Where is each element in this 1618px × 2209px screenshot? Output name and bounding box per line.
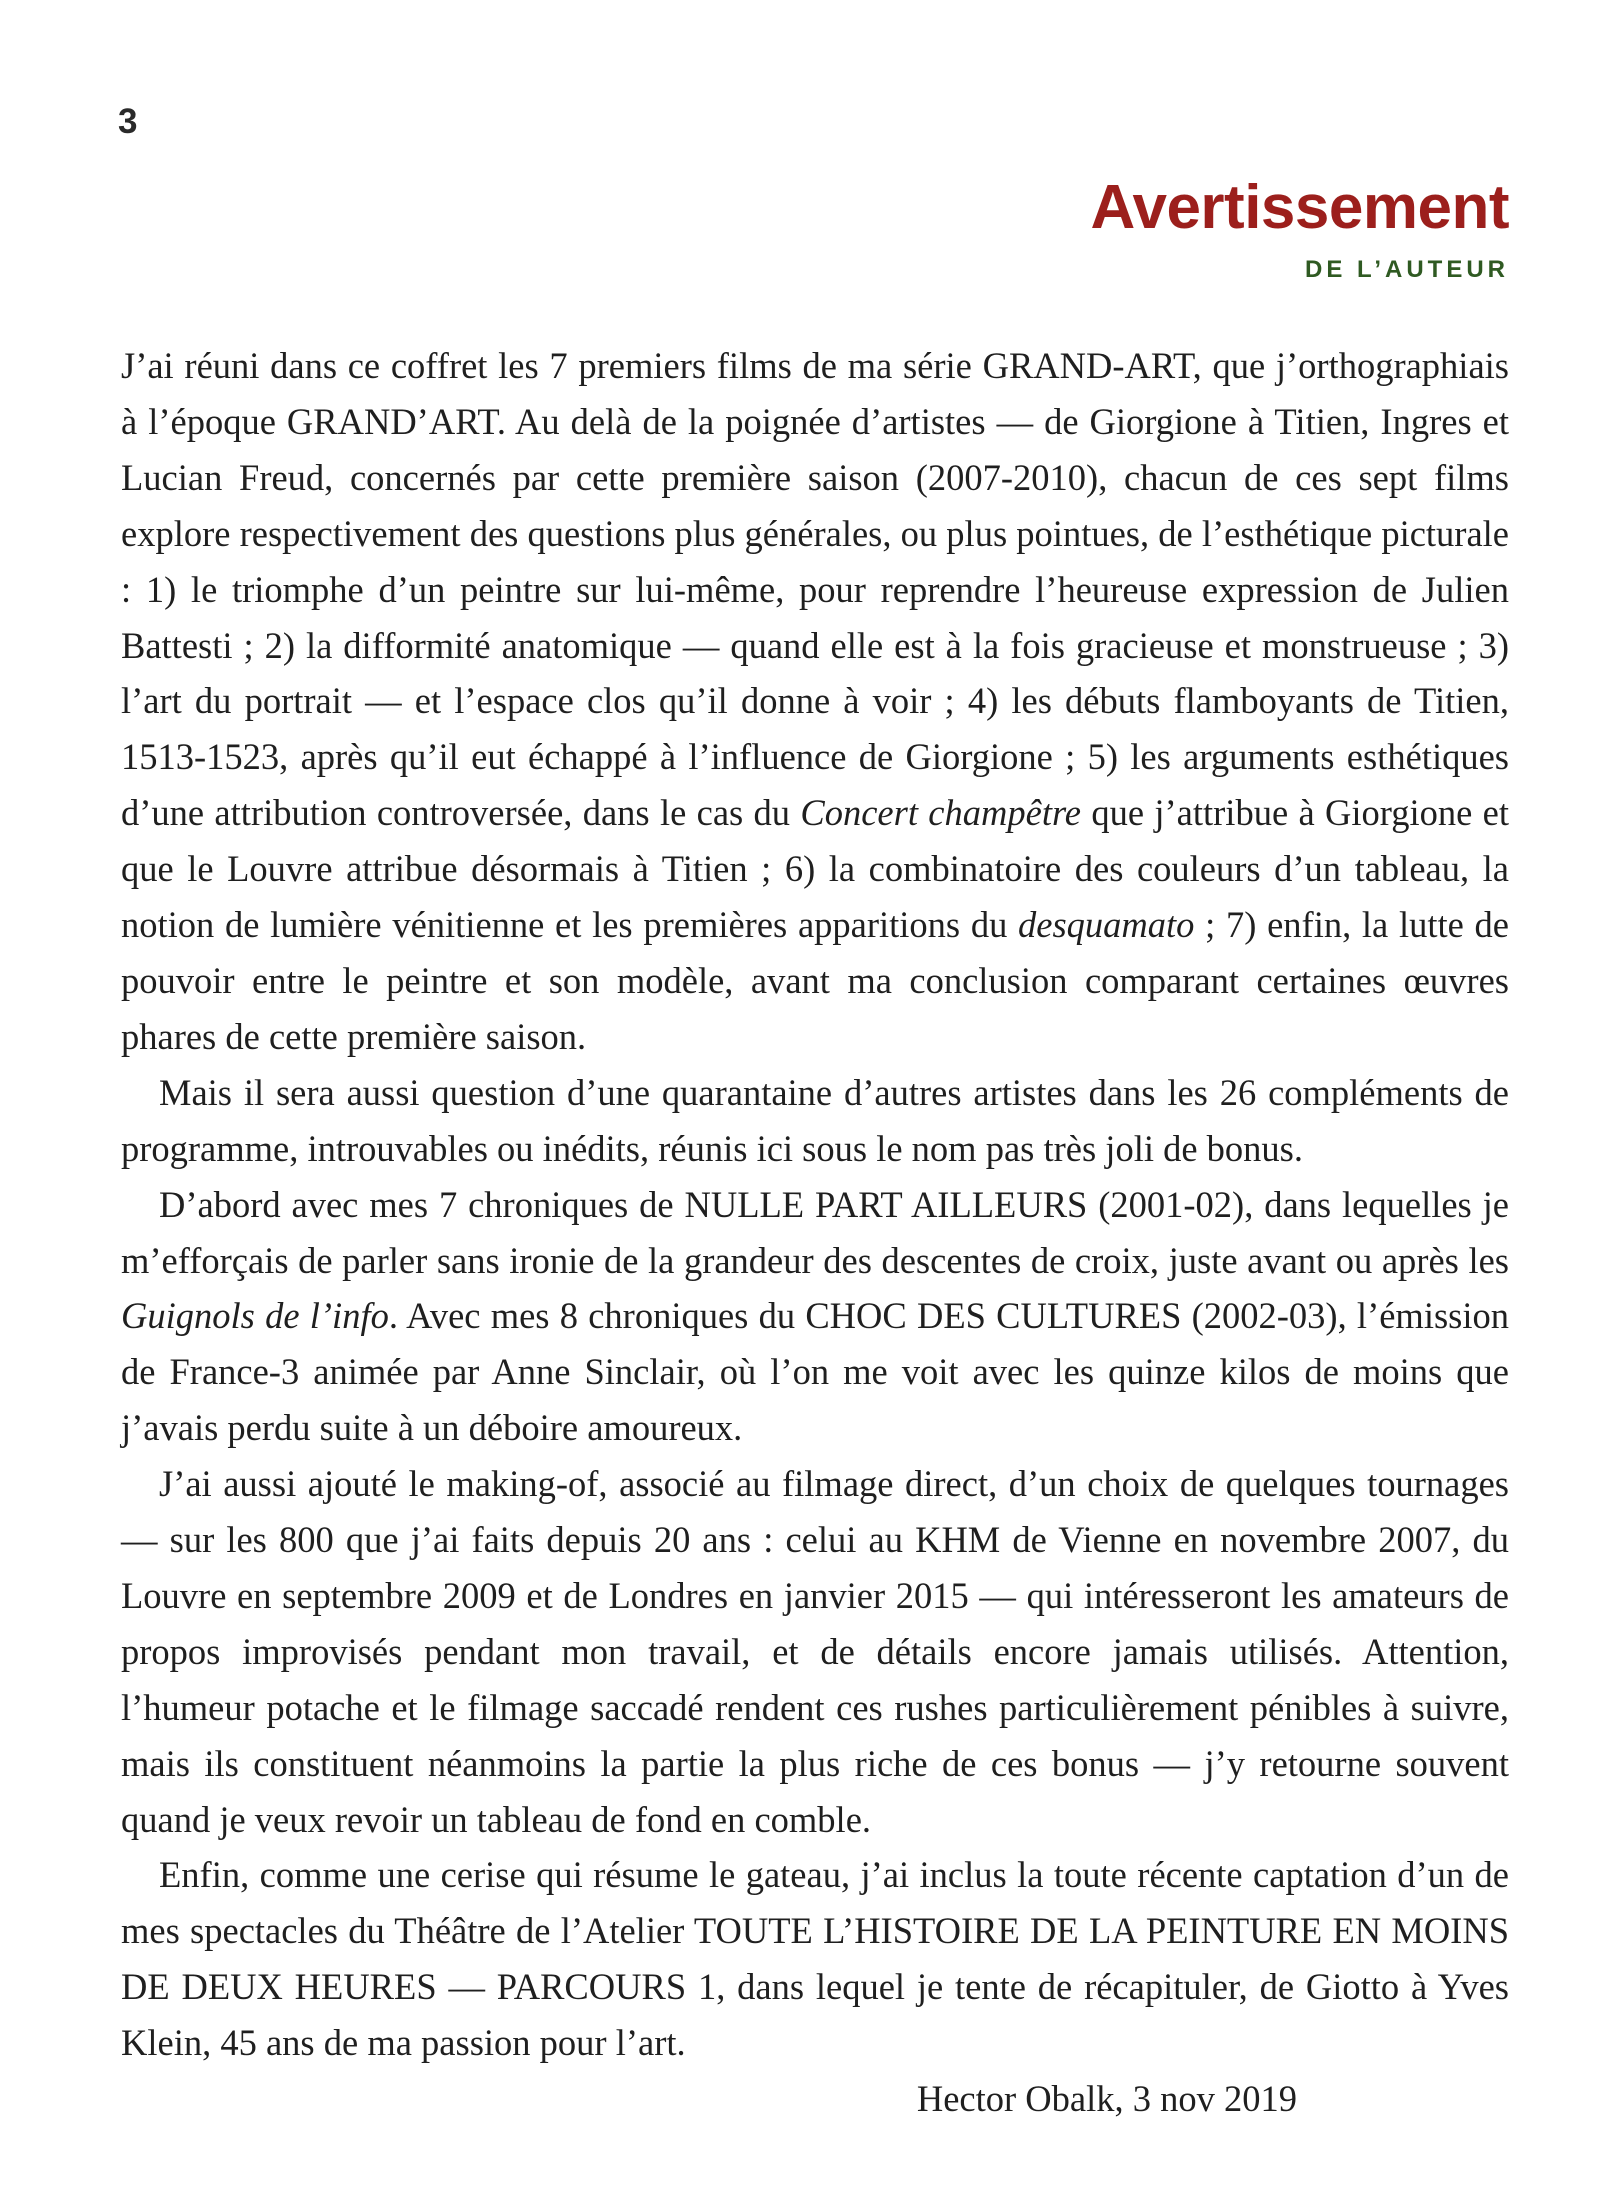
paragraph-1 xyxy=(121,338,1509,1065)
paragraph-2 xyxy=(121,1065,1509,1177)
text-span: J’ai réuni dans ce coffret les 7 premiers films de ma série GRAND-ART, que j’orthographiais à l’époque GRAND’ART. Au delà de la poignée d’artistes — de Giorgione à Titien, Ingres et Lucian Freud, concernés par cette première saison (2007-2010), chacun de ces sept films explore respectivement des questions plus générales, ou plus pointues, de l’esthétique picturale : 1) le triomphe d’un peintre sur lui-même, pour reprendre l’heureuse expression de Julien Battesti ; 2) la difformité anatomique — quand elle est à la fois gracieuse et monstrueuse ; 3) l’art du portrait — et l’espace clos qu’il donne à voir ; 4) les débuts flamboyants de Titien, 1513-1523, après qu’il eut échappé à l’influence de Giorgione ; 5) les arguments esthétiques d’une attribution controversée, dans le cas du xyxy=(121,345,1509,834)
page-subtitle: DE L’AUTEUR xyxy=(1304,256,1509,283)
title-block xyxy=(1090,172,1509,284)
text-span: que j’attribue à Giorgione et que le Louvre attribue désormais à Titien ; 6) la combinatoire des couleurs d’un tableau, la notion de lumière vénitienne et les premières apparitions du xyxy=(121,792,1509,946)
text-span: . Avec mes 8 chroniques du CHOC DES CULTURES (2002-03), l’émission de France-3 animée par Anne Sinclair, où l’on me voit avec les quinze kilos de moins que j’avais perdu suite à un déboire amoureux. xyxy=(121,1295,1510,1449)
text-span: Enfin, comme une cerise qui résume le gateau, j’ai inclus la toute récente captation d’un de mes spectacles du Théâtre de l’Atelier TOUTE L’HISTOIRE DE LA PEINTURE EN MOINS DE DEUX HEURES — PARCOURS 1, dans lequel je tente de récapituler, de Giotto à Yves Klein, 45 ans de ma passion pour l’art. xyxy=(121,1854,1509,2064)
paragraph-5 xyxy=(121,1847,1509,2071)
signature: Hector Obalk, 3 nov 2019 xyxy=(916,2078,1297,2120)
page-title: Avertissement xyxy=(1090,173,1509,242)
paragraph-4 xyxy=(121,1456,1509,1847)
text-span: D’abord avec mes 7 chroniques de NULLE PART AILLEURS (2001-02), dans lequelles je m’efforçais de parler sans ironie de la grandeur des descentes de croix, juste avant ou après les xyxy=(121,1183,1509,1281)
italic-title: Guignols de l’info xyxy=(121,1295,389,1337)
italic-term: desquamato xyxy=(1018,904,1195,946)
body-text xyxy=(121,338,1509,2127)
page-number: 3 xyxy=(118,102,138,141)
text-span: ; 7) enfin, la lutte de pouvoir entre le peintre et son modèle, avant ma conclusion comparant certaines œuvres phares de cette première saison. xyxy=(121,904,1509,1057)
text-span: J’ai aussi ajouté le making-of, associé au filmage direct, d’un choix de quelques tournages — sur les 800 que j’ai faits depuis 20 ans : celui au KHM de Vienne en novembre 2007, du Louvre en septembre 2009 et de Londres en janvier 2015 — qui intéresseront les amateurs de propos improvisés pendant mon travail, et de détails encore jamais utilisés. Attention, l’humeur potache et le filmage saccadé rendent ces rushes particulièrement pénibles à suivre, mais ils constituent néanmoins la partie la plus riche de ces bonus — j’y retourne souvent quand je veux revoir un tableau de fond en comble. xyxy=(121,1463,1509,1840)
text-span: Mais il sera aussi question d’une quarantaine d’autres artistes dans les 26 compléments de programme, introuvables ou inédits, réunis ici sous le nom pas très joli de bonus. xyxy=(121,1071,1509,1169)
italic-title: Concert champêtre xyxy=(800,792,1082,834)
paragraph-3 xyxy=(121,1177,1509,1457)
